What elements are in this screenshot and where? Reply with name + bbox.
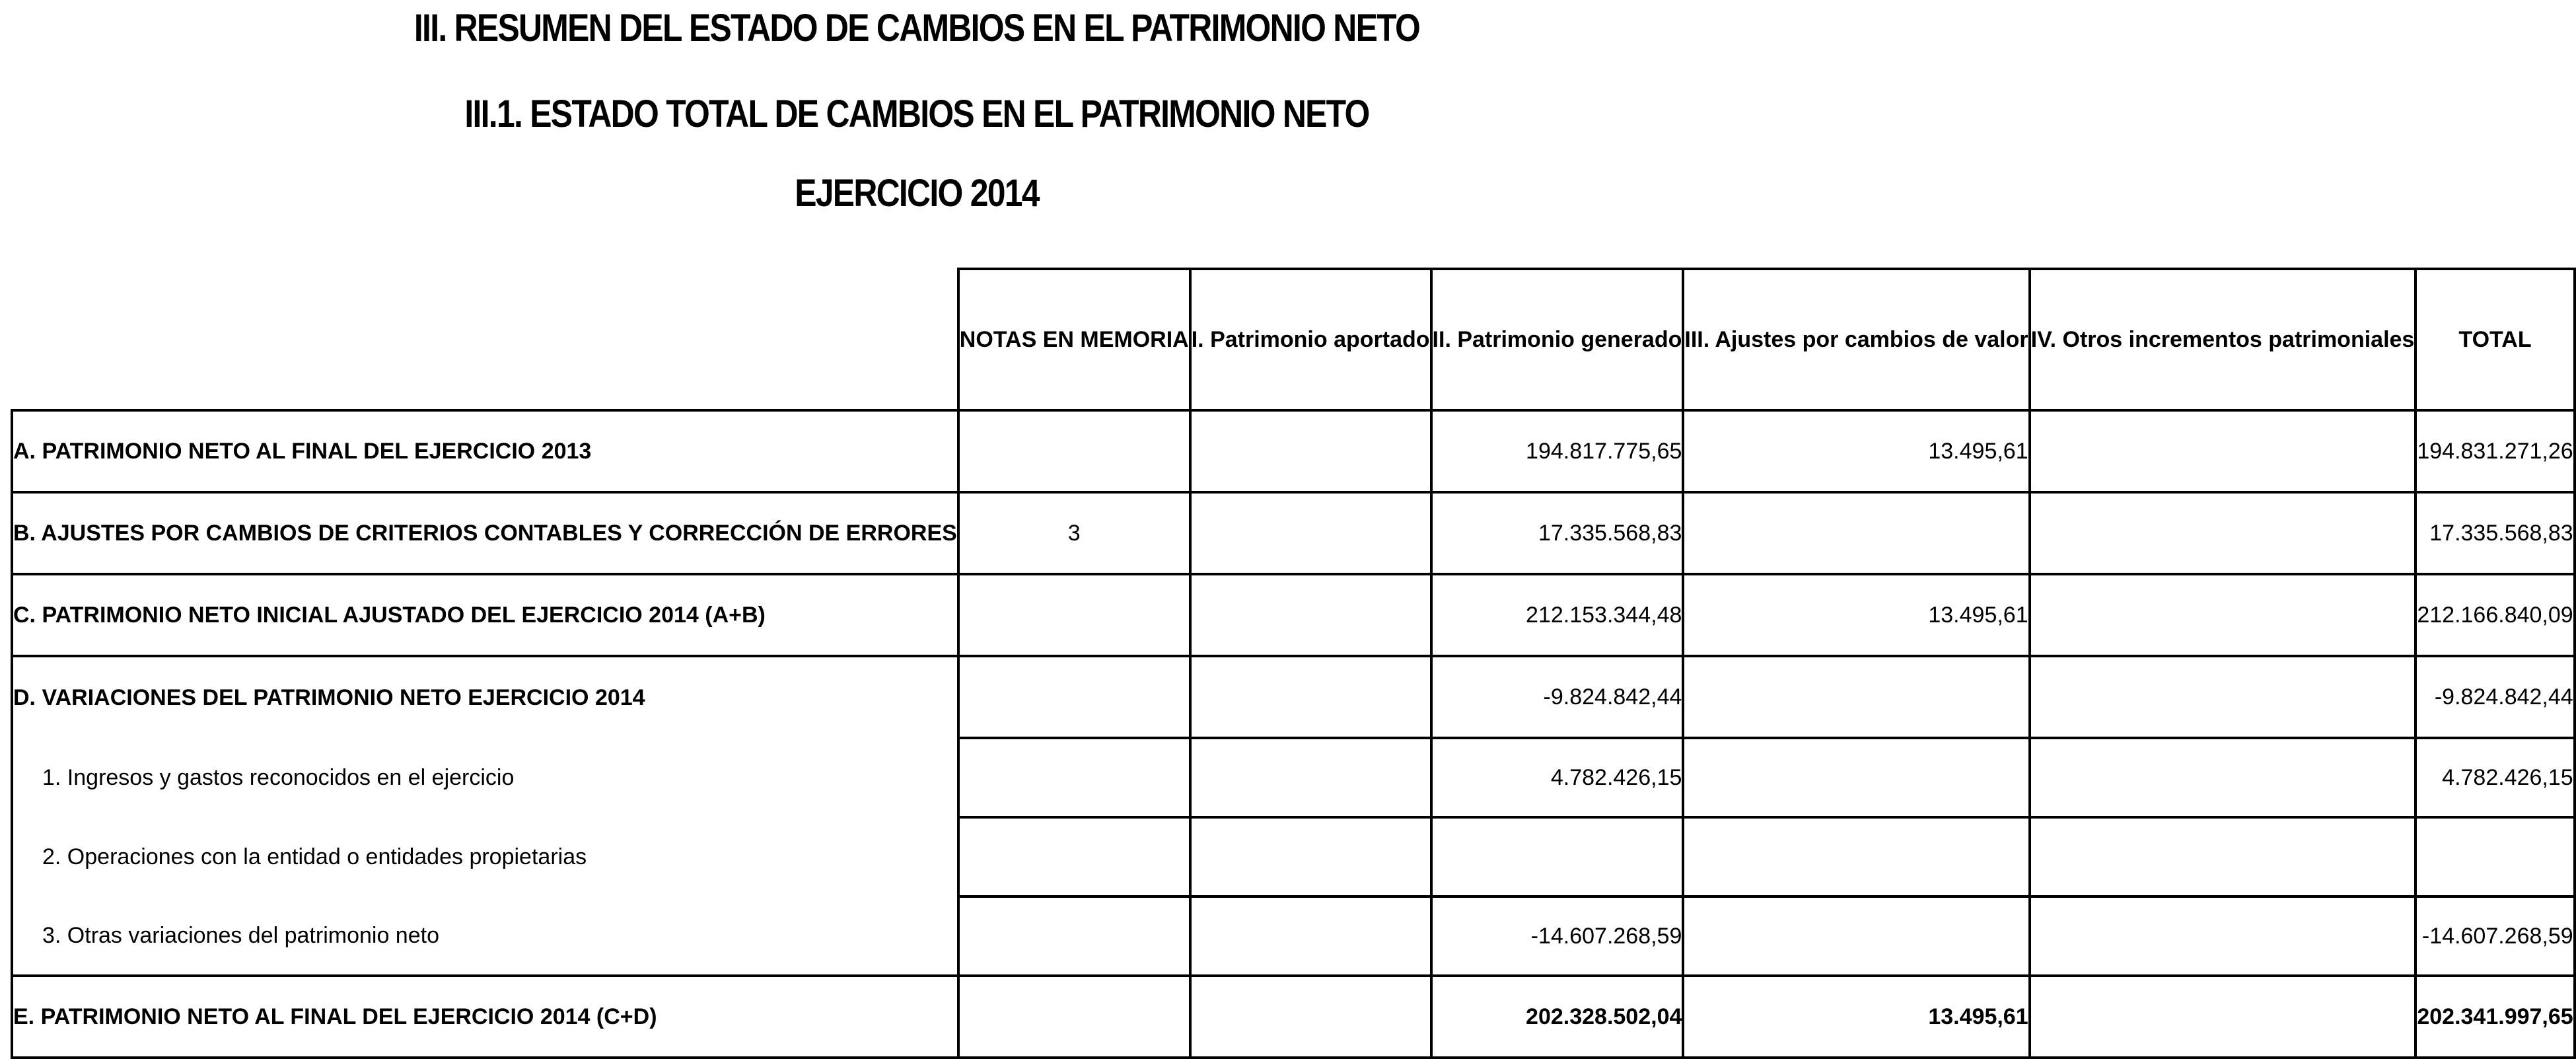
- report-subtitle: III.1. ESTADO TOTAL DE CAMBIOS EN EL PATRIMONIO NETO: [464, 92, 1369, 135]
- cell-aportado: [1190, 896, 1431, 976]
- row-label: A. PATRIMONIO NETO AL FINAL DEL EJERCICIO 2013: [12, 410, 958, 492]
- cell-ajustes: [1683, 492, 2029, 574]
- equity-changes-table: [11, 268, 2576, 1059]
- cell-total: 17.335.568,83: [2415, 492, 2574, 574]
- cell-otros: [2030, 410, 2416, 492]
- cell-otros: [2030, 896, 2416, 976]
- row-label: C. PATRIMONIO NETO INICIAL AJUSTADO DEL EJERCICIO 2014 (A+B): [12, 574, 958, 656]
- row-label: 3. Otras variaciones del patrimonio neto: [12, 896, 958, 976]
- table-row: [12, 976, 2575, 1058]
- header-ajustes: III. Ajustes por cambios de valor: [1683, 269, 2029, 410]
- cell-otros: [2030, 976, 2416, 1058]
- cell-ajustes: 13.495,61: [1683, 574, 2029, 656]
- cell-notas: [958, 738, 1190, 817]
- cell-total: 212.166.840,09: [2415, 574, 2574, 656]
- cell-notas: 3: [958, 492, 1190, 574]
- cell-notas: [958, 410, 1190, 492]
- cell-total: -14.607.268,59: [2415, 896, 2574, 976]
- cell-aportado: [1190, 492, 1431, 574]
- cell-notas: [958, 817, 1190, 896]
- header-generado: II. Patrimonio generado: [1431, 269, 1684, 410]
- header-total: TOTAL: [2415, 269, 2574, 410]
- cell-ajustes: [1683, 738, 2029, 817]
- cell-otros: [2030, 492, 2416, 574]
- table-row: [12, 896, 2575, 976]
- cell-generado: 202.328.502,04: [1431, 976, 1684, 1058]
- table-header-row: [12, 269, 2575, 410]
- cell-total: 4.782.426,15: [2415, 738, 2574, 817]
- table-row: [12, 656, 2575, 738]
- row-label: E. PATRIMONIO NETO AL FINAL DEL EJERCICIO 2014 (C+D): [12, 976, 958, 1058]
- cell-generado: [1431, 817, 1684, 896]
- cell-total: [2415, 817, 2574, 896]
- cell-total: -9.824.842,44: [2415, 656, 2574, 738]
- cell-total: 194.831.271,26: [2415, 410, 2574, 492]
- cell-generado: 4.782.426,15: [1431, 738, 1684, 817]
- header-otros: IV. Otros incrementos patrimoniales: [2030, 269, 2416, 410]
- cell-generado: 212.153.344,48: [1431, 574, 1684, 656]
- header-notas: NOTAS EN MEMORIA: [958, 269, 1190, 410]
- cell-ajustes: [1683, 896, 2029, 976]
- row-label: 2. Operaciones con la entidad o entidades propietarias: [12, 817, 958, 896]
- cell-notas: [958, 574, 1190, 656]
- cell-total: 202.341.997,65: [2415, 976, 2574, 1058]
- cell-notas: [958, 656, 1190, 738]
- cell-ajustes: [1683, 817, 2029, 896]
- report-period: EJERCICIO 2014: [795, 172, 1039, 215]
- cell-otros: [2030, 738, 2416, 817]
- row-label: B. AJUSTES POR CAMBIOS DE CRITERIOS CONTABLES Y CORRECCIÓN DE ERRORES: [12, 492, 958, 574]
- cell-aportado: [1190, 738, 1431, 817]
- cell-aportado: [1190, 574, 1431, 656]
- cell-generado: -9.824.842,44: [1431, 656, 1684, 738]
- cell-ajustes: 13.495,61: [1683, 410, 2029, 492]
- cell-otros: [2030, 574, 2416, 656]
- cell-generado: 17.335.568,83: [1431, 492, 1684, 574]
- cell-generado: 194.817.775,65: [1431, 410, 1684, 492]
- cell-otros: [2030, 656, 2416, 738]
- cell-notas: [958, 976, 1190, 1058]
- table-row: [12, 817, 2575, 896]
- cell-otros: [2030, 817, 2416, 896]
- cell-aportado: [1190, 976, 1431, 1058]
- table-row: [12, 410, 2575, 492]
- cell-aportado: [1190, 410, 1431, 492]
- report-title: III. RESUMEN DEL ESTADO DE CAMBIOS EN EL PATRIMONIO NETO: [413, 7, 1420, 50]
- cell-aportado: [1190, 656, 1431, 738]
- cell-ajustes: [1683, 656, 2029, 738]
- header-aportado: I. Patrimonio aportado: [1190, 269, 1431, 410]
- table-row: [12, 492, 2575, 574]
- row-label: D. VARIACIONES DEL PATRIMONIO NETO EJERCICIO 2014: [12, 656, 958, 738]
- cell-aportado: [1190, 817, 1431, 896]
- cell-notas: [958, 896, 1190, 976]
- cell-ajustes: 13.495,61: [1683, 976, 2029, 1058]
- table-row: [12, 738, 2575, 817]
- row-label: 1. Ingresos y gastos reconocidos en el ejercicio: [12, 738, 958, 817]
- table-row: [12, 574, 2575, 656]
- header-blank-cell: [12, 269, 958, 410]
- cell-generado: -14.607.268,59: [1431, 896, 1684, 976]
